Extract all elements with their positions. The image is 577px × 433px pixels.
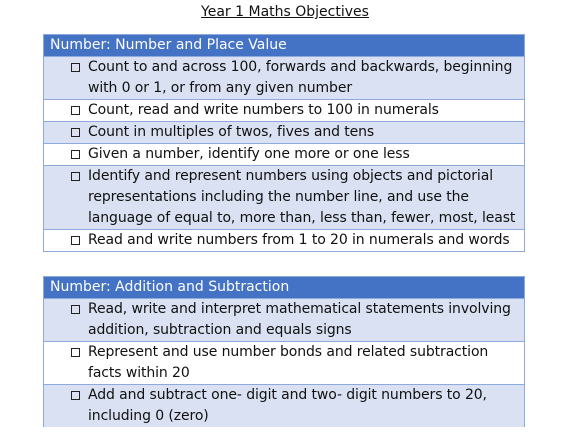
objective-text: Count to and across 100, forwards and backwards, beginning with 0 or 1, or from any given number <box>88 59 513 96</box>
objective-text: Identify and represent numbers using objects and pictorial representations including the number line, and use the language of equal to, more than, less than, fewer, most, least <box>88 168 516 226</box>
objective-row <box>44 99 524 121</box>
objective-text: Count in multiples of twos, fives and tens <box>88 124 375 140</box>
objective-text: Represent and use number bonds and related subtraction facts within 20 <box>88 344 489 381</box>
checkbox-icon[interactable] <box>71 150 80 159</box>
checkbox-icon[interactable] <box>71 236 80 245</box>
checkbox-icon[interactable] <box>71 391 80 400</box>
section-header: Number: Addition and Subtraction <box>44 277 524 298</box>
objective-row <box>44 143 524 165</box>
document-title: Year 1 Maths Objectives <box>201 4 369 20</box>
objective-text: Read and write numbers from 1 to 20 in numerals and words <box>88 232 510 248</box>
objective-row <box>44 229 524 251</box>
checkbox-icon[interactable] <box>71 63 80 72</box>
objective-row <box>44 298 524 341</box>
checkbox-icon[interactable] <box>71 172 80 181</box>
objective-row <box>44 121 524 143</box>
objective-text: Add and subtract one- digit and two- digit numbers to 20, including 0 (zero) <box>88 387 487 424</box>
objective-text: Count, read and write numbers to 100 in numerals <box>88 102 439 118</box>
objective-text: Given a number, identify one more or one less <box>88 146 410 162</box>
checkbox-icon[interactable] <box>71 348 80 357</box>
section-header: Number: Number and Place Value <box>44 35 524 56</box>
objective-row <box>44 384 524 427</box>
objective-row <box>44 165 524 229</box>
objective-text: Read, write and interpret mathematical statements involving addition, subtraction and equals signs <box>88 301 511 338</box>
checkbox-icon[interactable] <box>71 106 80 115</box>
objective-row <box>44 341 524 384</box>
section-number-place-value <box>43 34 525 252</box>
checkbox-icon[interactable] <box>71 305 80 314</box>
checkbox-icon[interactable] <box>71 128 80 137</box>
objective-row <box>44 56 524 99</box>
section-addition-subtraction <box>43 276 525 427</box>
